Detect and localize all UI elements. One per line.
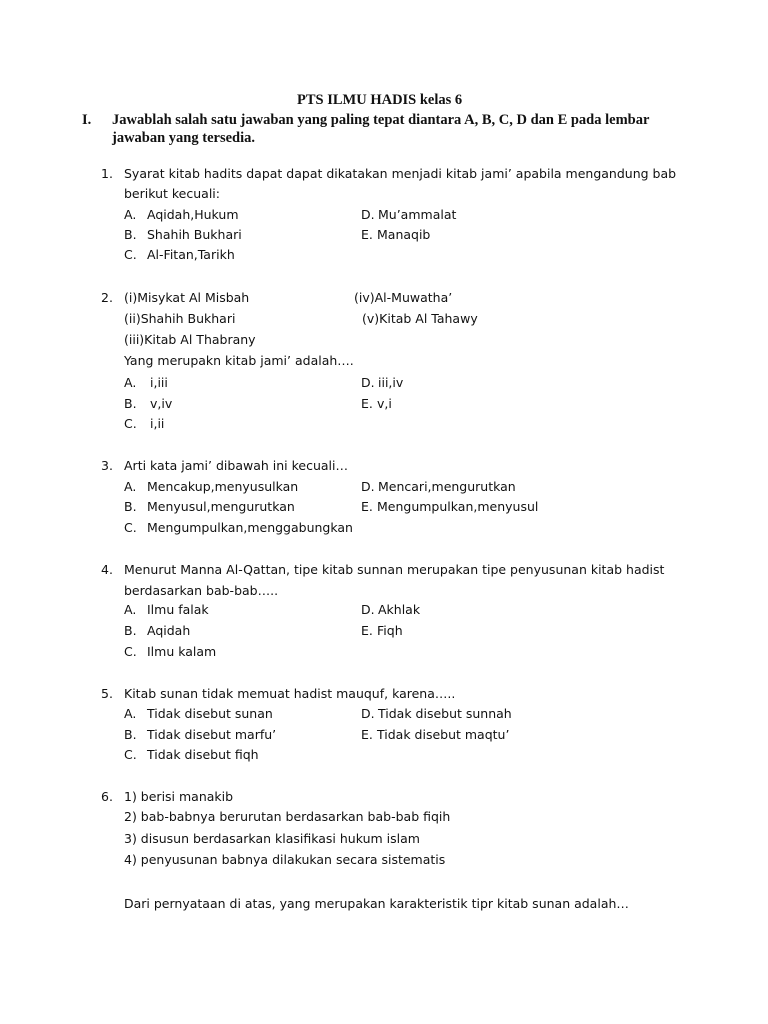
question-number: 1. xyxy=(101,166,113,181)
option-d-text: Akhlak xyxy=(378,602,421,617)
option-d-text: Mu’ammalat xyxy=(378,207,457,222)
statement-item: 1) berisi manakib xyxy=(124,789,234,804)
option-e-letter: E. xyxy=(361,396,373,411)
option-a-letter: A. xyxy=(124,602,137,617)
option-e-letter: E. xyxy=(361,727,373,742)
question-number: 6. xyxy=(101,789,113,804)
option-c-text: Ilmu kalam xyxy=(147,644,217,659)
question-stem: Menurut Manna Al-Qattan, tipe kitab sunnan merupakan tipe penyusunan kitab hadist xyxy=(124,562,665,577)
option-a-text: Aqidah,Hukum xyxy=(147,207,239,222)
question-number: 5. xyxy=(101,686,113,701)
option-a-text: i,iii xyxy=(150,375,168,390)
statement-item: 4) penyusunan babnya dilakukan secara sistematis xyxy=(124,852,446,867)
option-e-text: Manaqib xyxy=(377,227,431,242)
option-d-letter: D. xyxy=(361,706,375,721)
question-stem: Syarat kitab hadits dapat dapat dikatakan menjadi kitab jami’ apabila mengandung bab xyxy=(124,166,677,181)
option-b-letter: B. xyxy=(124,727,137,742)
option-b-text: Shahih Bukhari xyxy=(147,227,242,242)
option-b-letter: B. xyxy=(124,396,137,411)
option-e-letter: E. xyxy=(361,499,373,514)
option-d-text: Tidak disebut sunnah xyxy=(378,706,512,721)
option-e-text: Mengumpulkan,menyusul xyxy=(377,499,539,514)
section-instruction-line2: jawaban yang tersedia. xyxy=(112,130,255,146)
option-a-text: Ilmu falak xyxy=(147,602,209,617)
list-item: (iv)Al-Muwatha’ xyxy=(354,290,453,305)
question-stem: berdasarkan bab-bab….. xyxy=(124,583,279,598)
option-c-letter: C. xyxy=(124,747,137,762)
option-b-text: Tidak disebut marfu’ xyxy=(147,727,277,742)
statement-item: 3) disusun berdasarkan klasifikasi hukum islam xyxy=(124,831,420,846)
option-d-letter: D. xyxy=(361,375,375,390)
option-b-text: Menyusul,mengurutkan xyxy=(147,499,295,514)
option-a-letter: A. xyxy=(124,479,137,494)
option-c-text: Tidak disebut fiqh xyxy=(147,747,259,762)
page-title: PTS ILMU HADIS kelas 6 xyxy=(297,92,463,108)
option-a-letter: A. xyxy=(124,706,137,721)
option-b-letter: B. xyxy=(124,623,137,638)
option-c-letter: C. xyxy=(124,520,137,535)
option-c-text: Al-Fitan,Tarikh xyxy=(147,247,235,262)
option-a-text: Mencakup,menyusulkan xyxy=(147,479,299,494)
option-e-text: Tidak disebut maqtu’ xyxy=(377,727,510,742)
list-item: (ii)Shahih Bukhari xyxy=(124,311,236,326)
question-stem: berikut kecuali: xyxy=(124,186,220,201)
question-number: 2. xyxy=(101,290,113,305)
option-c-letter: C. xyxy=(124,644,137,659)
option-e-text: Fiqh xyxy=(377,623,403,638)
option-d-letter: D. xyxy=(361,602,375,617)
option-c-text: Mengumpulkan,menggabungkan xyxy=(147,520,353,535)
option-b-letter: B. xyxy=(124,227,137,242)
option-d-letter: D. xyxy=(361,207,375,222)
question-stem: Dari pernyataan di atas, yang merupakan karakteristik tipr kitab sunan adalah… xyxy=(124,896,629,911)
list-item: (i)Misykat Al Misbah xyxy=(124,290,250,305)
option-d-text: Mencari,mengurutkan xyxy=(378,479,516,494)
option-a-letter: A. xyxy=(124,207,137,222)
option-d-text: iii,iv xyxy=(378,375,404,390)
option-b-text: Aqidah xyxy=(147,623,191,638)
option-d-letter: D. xyxy=(361,479,375,494)
option-a-text: Tidak disebut sunan xyxy=(147,706,273,721)
list-item: (iii)Kitab Al Thabrany xyxy=(124,332,256,347)
list-item: (v)Kitab Al Tahawy xyxy=(362,311,478,326)
question-stem: Kitab sunan tidak memuat hadist mauquf, karena….. xyxy=(124,686,456,701)
option-c-letter: C. xyxy=(124,247,137,262)
question-number: 3. xyxy=(101,458,113,473)
option-b-text: v,iv xyxy=(150,396,173,411)
option-e-text: v,i xyxy=(377,396,392,411)
option-c-text: i,ii xyxy=(150,416,165,431)
option-a-letter: A. xyxy=(124,375,137,390)
statement-item: 2) bab-babnya berurutan berdasarkan bab-bab fiqih xyxy=(124,809,451,824)
section-instruction-line1: Jawablah salah satu jawaban yang paling tepat diantara A, B, C, D dan E pada lembar xyxy=(112,112,650,128)
question-stem: Arti kata jami’ dibawah ini kecuali… xyxy=(124,458,348,473)
question-stem: Yang merupakn kitab jami’ adalah…. xyxy=(124,353,354,368)
section-number: I. xyxy=(82,112,92,128)
question-number: 4. xyxy=(101,562,113,577)
option-c-letter: C. xyxy=(124,416,137,431)
option-e-letter: E. xyxy=(361,227,373,242)
option-b-letter: B. xyxy=(124,499,137,514)
option-e-letter: E. xyxy=(361,623,373,638)
